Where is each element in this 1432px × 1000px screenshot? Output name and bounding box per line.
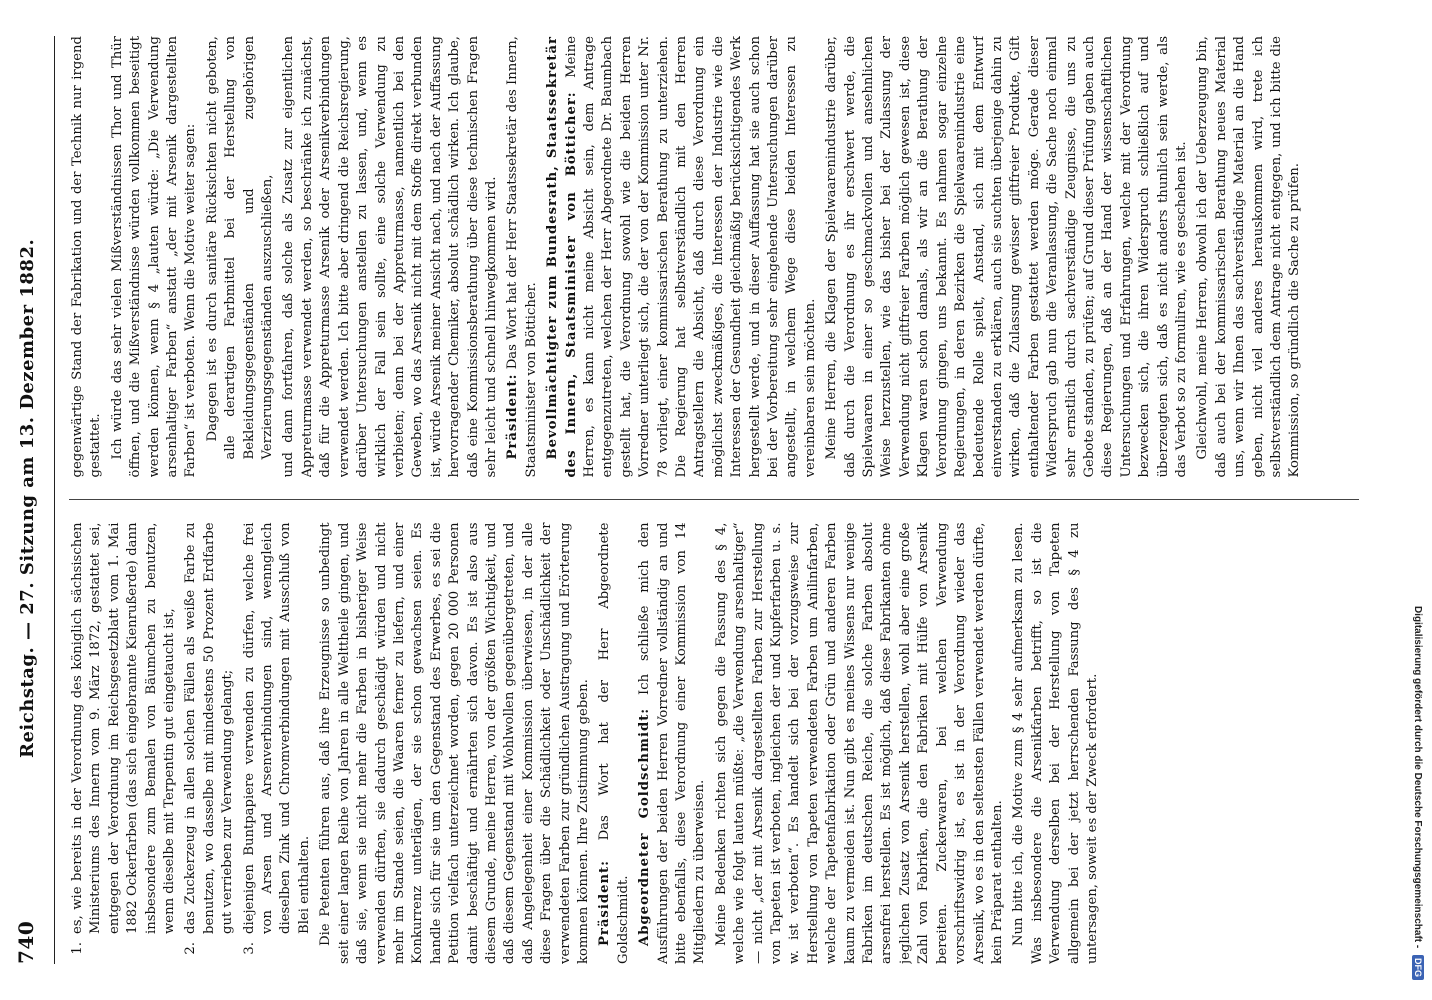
left-column — [69, 523, 1359, 965]
page-number: 740 — [14, 920, 38, 964]
list-text: das Zuckerzeug in allen solchen Fällen als weiße Farbe zu benutzen, wo dasselbe mit mindestens 50 Prozent Erdfarbe gut verrieben zur Verwendung gelangt; — [183, 522, 236, 934]
list-item — [241, 523, 315, 965]
speaker-label: Abgeordneter Goldschmidt: — [637, 707, 653, 946]
speaker-label: Präsident: — [597, 859, 613, 946]
speech-text: Das Wort hat der Herr Staatssekretär des Innern, Staatsminister von Bötticher. — [505, 36, 539, 478]
speech-text: Meine Herren, es kann nicht meine Absicht sein, dem Antrage entgegenzutreten, welchen der Herr Abgeordnete Dr. Baumbach gestellt hat, die Verordnung sowohl wie die beiden Herren Vorredner unterliegt sich, die der von der Kommission unter Nr. 78 vorliegt, einer kommissarischen Berathung zu unterziehen. Die Regierung hat selbstverständlich mit den Herren Antragstellern die Absicht, daß durch diese Verordnung ein möglichst zweckmäßiges, die Interessen der Industrie wie die Interessen der Gesundheit gleichmäßig berücksichtigendes Werk hergestellt werde, und in dieser Auffassung hat sie auch schon bei der Vorbereitung sehr eingehende Untersuchungen darüber angestellt, in welchem Wege diese beiden Interessen zu vereinbaren sein möchten. — [563, 36, 818, 478]
dfg-logo: DFG — [1412, 955, 1424, 980]
body-paragraph: Ich würde das sehr vielen Mißverständnissen Thor und Thür öffnen, und die Mißverständnisse würden vollkommen beseitigt werden können, wenn § 4 „lauten würde: „Die Verwendung arsenhaltiger Farben“ anstatt „der mit Arsenik dargestellten Farben“ ist verboten. Wenn die Motive weiter sagen: — [109, 36, 199, 478]
body-paragraph: gegenwärtige Stand der Fabrikation und der Technik nur irgend gestattet. — [70, 36, 104, 478]
right-column — [69, 36, 1359, 478]
body-paragraph: Meine Herren, die Klagen der Spielwaarenindustrie darüber, daß durch die Verordnung es ihr erschwert werde, die Spielwaaren in einer so geschmackvollen und ansehnlichen Weise herzustellen, wie das bisher bei der Zulassung der Verwendung nicht giftfreier Farben möglich gewesen ist, diese Klagen waren schon damals, als wir an die Berathung der Verordnung gingen, uns bekannt. Es nahmen sogar einzelne Regierungen, in deren Bezirken die Spielwaarenindustrie eine bedeutende Rolle spielt, Anstand, sich mit dem Entwurf einverstanden zu erklären, auch sie suchten überjenige dahin zu wirken, daß die Zulassung gewisser giftfreier Produkte, Gift enthaltender Farben gestattet werden möge. Gerade dieser Widerspruch gab nun die Veranlassung, die Sache noch einmal sehr ernstlich durch sachverständige Zeugnisse, die uns zu Gebote standen, zu prüfen; auf Grund dieser Prüfung gaben auch diese Regierungen, daß an der Hand der wissenschaftlichen Untersuchungen und Erfahrungen, welche mit der Verordnung bezwecken sich, die ihren Widerspruch schließlich auf und überzeugten sich, daß es nicht anders thunlich sein werde, als das Verbot so zu formuliren, wie es geschehen ist. — [824, 36, 1189, 478]
quote-paragraph: Dagegen ist es durch sanitäre Rücksichten nicht geboten, alle derartigen Farbmittel bei der Herstellung von Bekleidungsgegenständen und zugehörigen Verzierungsgegenständen auszuschließen, — [204, 36, 276, 460]
column-divider — [69, 500, 1359, 501]
speech-text: Ich schließe mich den Ausführungen der beiden Herren Vorredner vollständig an und bitte ebenfalls, diese Verordnung einer Kommission von 14 Mitgliedern zu überweisen. — [637, 522, 708, 964]
list-number: 1. — [70, 942, 85, 955]
list-number: 2. — [183, 942, 199, 955]
running-head — [14, 36, 55, 964]
list-number: 3. — [241, 942, 257, 955]
speech-paragraph — [636, 523, 710, 965]
page-title: Reichstag. — 27. Sitzung am 13. Dezember 1882. — [17, 238, 38, 759]
speaker-label: Präsident: — [505, 373, 521, 460]
list-item — [69, 523, 179, 965]
list-item — [182, 523, 237, 965]
body-paragraph: und dann fortfahren, daß solche als Zusatz zur eigentlichen Appreturmasse verwendet werden, so beschränke ich zunächst, daß für die Appreturmasse Arsenik oder Arsenikverbindungen verwendet werden. Ich bitte aber dringend die Reichsregierung, darüber Untersuchungen anstellen zu lassen, und, wenn es wirklich der Fall sein sollte, eine solche Verwendung zu verbieten; denn bei der Appreturmasse, namentlich bei den Geweben, wo das Arsenik nicht mit dem Stoffe direkt verbunden ist, würde Arsenik meiner Ansicht nach, und nach der Auffassung hervorragender Chemiker, absolut schädlich wirken. Ich glaube, daß eine Kommissionsberathung über diese technischen Fragen sehr leicht und schnell hinwegkommen wird. — [281, 36, 499, 478]
digitization-note — [1404, 20, 1428, 980]
list-text: diejenigen Buntpapiere verwenden zu dürfen, welche frei von Arsen und Arsenverbindungen sind, wenngleich dieselben Zink und Chromverbindungen mit Ausschluß von Blei enthalten. — [241, 522, 312, 934]
digitization-note-text: Digitalisierung gefördert durch die Deutsche Forschungsgemeinschaft - — [1412, 605, 1423, 949]
digitization-note-text-wrap — [1400, 20, 1424, 980]
speech-paragraph — [504, 36, 541, 478]
text-columns — [69, 36, 1359, 964]
speech-paragraph — [544, 36, 820, 478]
body-paragraph: Meine Bedenken richten sich gegen die Fassung des § 4, welche wie folgt lauten müßte: „die Verwendung arsenhaltiger“ — nicht „der mit Arsenik dargestellten Farben zur Herstellung von Tapeten ist verboten, ingleichen der und Kupferfarben u. s. w. ist verboten“. Es handelt sich bei der vorzugsweise zur Herstellung von Tapeten verwendeten Farben um Anilinfarben, welche der Tapetenfabrikation oder Grün und anderen Farben kaum zu vermeiden ist. Nun gibt es meines Wissens nur wenige Fabriken im deutschen Reiche, die solche Farben absolut arsenfrei herstellen. Es ist möglich, daß diese Fabrikanten ohne jeglichen Zusatz von Arsenik herstellen, wohl aber eine große Zahl von Fabriken, die den Fabriken mit Hülfe von Arsenik bereiten. Zuckerwaren, bei welchen Verwendung vorschriftswidrig ist, es ist in der Verordnung wieder das Arsenik, wo es in den seltensten Fällen verwendet werden dürfte, kein Präparat enthalten. — [713, 522, 1005, 964]
body-paragraph: Gleichwohl, meine Herren, obwohl ich der Ueberzeugung bin, daß auch bei der kommissarischen Berathung neues Material uns, wenn wir Ihnen das sachverständige Material an die Hand geben, nicht viel anderes herauskommen wird, trete ich selbstverständlich dem Antrage nicht entgegen, und ich bitte die Kommission, so gründlich die Sache zu prüfen. — [1195, 36, 1303, 478]
speech-text: Das Wort hat der Herr Abgeordnete Goldschmidt. — [597, 522, 631, 964]
speaker-label: Bevollmächtigter zum Bundesrath, Staatssekretär des Innern, Staatsminister von Bötticher: — [545, 36, 579, 478]
body-paragraph: Die Petenten führen aus, daß ihre Erzeugnisse so unbedingt seit einer langen Reihe von Jahren in alle Welttheile gingen, und daß sie, wenn sie nicht mehr die Farben in bisheriger Weise verwenden dürften, sie dadurch geschädigt würden und nicht mehr im Stande seien, die Waaren ferner zu liefern, und einer Konkurrenz unterlägen, der sie schon gewachsen seien. Es handle sich für sie um den Gegenstand des Erwerbes, es sei die Petition vielfach unterzeichnet worden, gegen 20 000 Personen damit beschäftigt und ernährten sich davon. Es ist also aus diesem Grunde, meine Herren, von der größten Wichtigkeit, und daß diesem Gegenstand mit Wohlwollen gegenübergetreten, und daß Angelegenheit einer Kommission überwiesen, in der alle diese Fragen über die Schädlichkeit oder Unschädlichkeit der verwendeten Farben zur gründlichen Austragung und Erörterung kommen können. Ihre Zustimmung geben. — [318, 522, 591, 964]
body-paragraph: Nun bitte ich, die Motive zum § 4 sehr aufmerksam zu lesen. Was insbesondere die Arsenikfarben betrifft, so ist die Verwendung derselben bei der Herstellung von Tapeten allgemein bei der jetzt herrschenden Fassung des § 4 zu untersagen, soweit es der Zweck erfordert. — [1011, 522, 1100, 964]
speech-paragraph — [596, 523, 633, 965]
list-text: es, wie bereits in der Verordnung des königlich sächsischen Ministeriums des Innern vom 9. März 1872, gestattet sei, entgegen der Verordnung im Reichsgesetzblatt vom 1. Mai 1882 Ockerfarben (das sich eingebrannte Kienrußerde) dann insbesondere zum Bemalen von Bäumchen zu benutzen, wenn dieselbe mit Terpentin gut eingetaucht ist, — [70, 522, 178, 934]
